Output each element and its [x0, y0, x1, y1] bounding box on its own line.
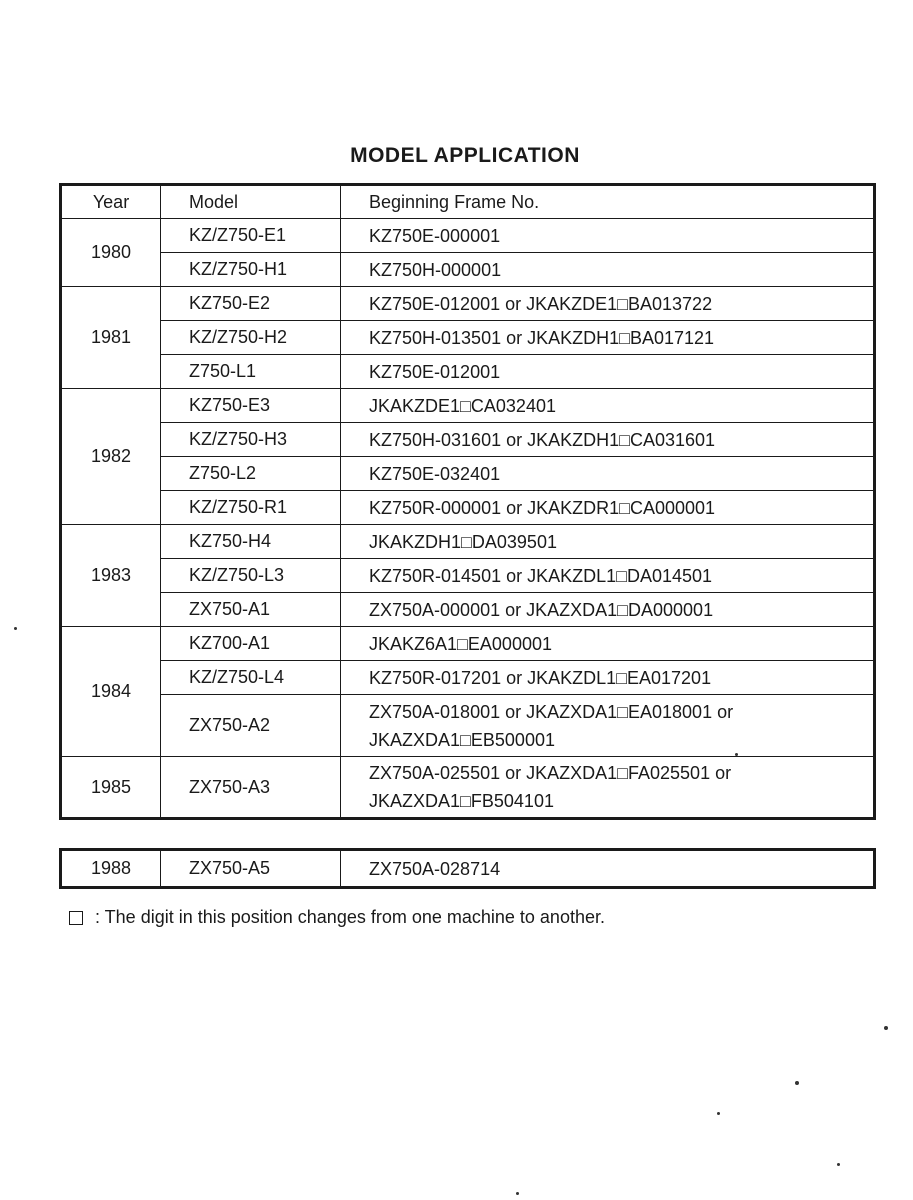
table-row	[61, 287, 875, 321]
table-row	[61, 695, 875, 757]
scan-speck	[735, 753, 738, 756]
frame-cell: KZ750H-013501 or JKAKZDH1□BA017121	[341, 321, 875, 355]
table-row	[61, 559, 875, 593]
frame-cell: KZ750H-000001	[341, 253, 875, 287]
model-1988-table	[59, 848, 876, 889]
year-cell: 1980	[61, 219, 161, 287]
model-cell: KZ/Z750-H1	[161, 253, 341, 287]
model-cell: KZ750-H4	[161, 525, 341, 559]
table-row	[61, 850, 875, 888]
model-cell: ZX750-A5	[161, 850, 341, 888]
header-year: Year	[61, 185, 161, 219]
frame-cell: KZ750E-000001	[341, 219, 875, 253]
frame-cell: KZ750E-012001	[341, 355, 875, 389]
frame-cell: JKAKZDH1□DA039501	[341, 525, 875, 559]
table-row	[61, 457, 875, 491]
table-row	[61, 593, 875, 627]
year-cell: 1984	[61, 627, 161, 757]
table-row	[61, 355, 875, 389]
model-cell: Z750-L2	[161, 457, 341, 491]
frame-cell: ZX750A-018001 or JKAZXDA1□EA018001 or JKAZXDA1□EB500001	[341, 695, 875, 757]
frame-cell: KZ750E-032401	[341, 457, 875, 491]
model-cell: KZ/Z750-R1	[161, 491, 341, 525]
table-row	[61, 525, 875, 559]
model-cell: KZ/Z750-H2	[161, 321, 341, 355]
scan-speck	[14, 627, 17, 630]
table-row	[61, 661, 875, 695]
table-row	[61, 757, 875, 819]
frame-cell: KZ750H-031601 or JKAKZDH1□CA031601	[341, 423, 875, 457]
model-cell: KZ750-E3	[161, 389, 341, 423]
frame-cell: JKAKZDE1□CA032401	[341, 389, 875, 423]
frame-cell: KZ750R-014501 or JKAKZDL1□DA014501	[341, 559, 875, 593]
scan-speck	[516, 1192, 519, 1195]
frame-cell: ZX750A-000001 or JKAZXDA1□DA000001	[341, 593, 875, 627]
year-cell: 1981	[61, 287, 161, 389]
frame-cell: KZ750R-000001 or JKAKZDR1□CA000001	[341, 491, 875, 525]
year-cell: 1988	[61, 850, 161, 888]
model-cell: KZ700-A1	[161, 627, 341, 661]
header-frame: Beginning Frame No.	[341, 185, 875, 219]
model-cell: Z750-L1	[161, 355, 341, 389]
header-model: Model	[161, 185, 341, 219]
table-row	[61, 321, 875, 355]
table-row	[61, 627, 875, 661]
frame-cell: KZ750E-012001 or JKAKZDE1□BA013722	[341, 287, 875, 321]
year-cell: 1983	[61, 525, 161, 627]
footnote-text: : The digit in this position changes from one machine to another.	[95, 907, 605, 927]
model-cell: KZ/Z750-L3	[161, 559, 341, 593]
model-cell: ZX750-A3	[161, 757, 341, 819]
year-cell: 1982	[61, 389, 161, 525]
table-row	[61, 423, 875, 457]
table-row	[61, 389, 875, 423]
scan-speck	[837, 1163, 840, 1166]
frame-cell: KZ750R-017201 or JKAKZDL1□EA017201	[341, 661, 875, 695]
model-application-table	[59, 183, 876, 820]
model-cell: KZ750-E2	[161, 287, 341, 321]
model-cell: KZ/Z750-H3	[161, 423, 341, 457]
year-cell: 1985	[61, 757, 161, 819]
box-icon	[69, 911, 83, 925]
table-row	[61, 219, 875, 253]
table-header-row	[61, 185, 875, 219]
scan-speck	[717, 1112, 720, 1115]
scan-speck	[884, 1026, 888, 1030]
model-cell: ZX750-A1	[161, 593, 341, 627]
scan-speck	[795, 1081, 799, 1085]
frame-cell: JKAKZ6A1□EA000001	[341, 627, 875, 661]
table-row	[61, 253, 875, 287]
footnote	[69, 907, 605, 928]
frame-cell: ZX750A-025501 or JKAZXDA1□FA025501 or JKAZXDA1□FB504101	[341, 757, 875, 819]
model-cell: ZX750-A2	[161, 695, 341, 757]
table-row	[61, 491, 875, 525]
frame-cell: ZX750A-028714	[341, 850, 875, 888]
model-cell: KZ/Z750-L4	[161, 661, 341, 695]
model-cell: KZ/Z750-E1	[161, 219, 341, 253]
page-title: MODEL APPLICATION	[350, 144, 580, 167]
